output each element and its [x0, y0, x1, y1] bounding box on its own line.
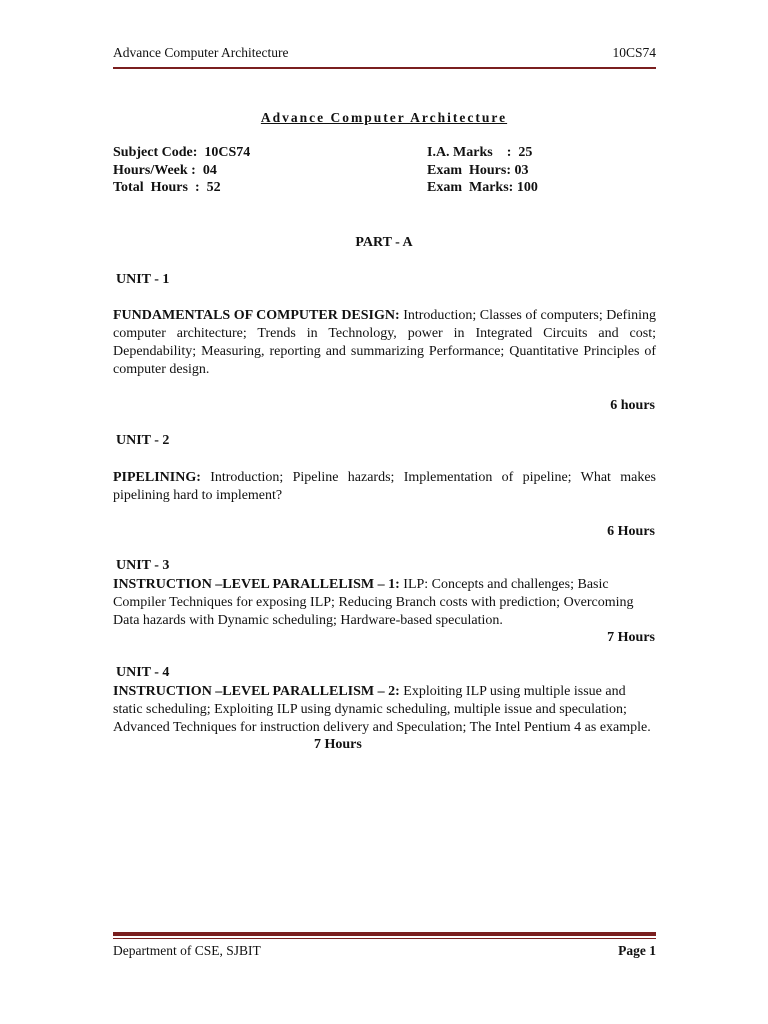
unit-3-hours: 7 Hours: [607, 630, 655, 645]
subject-code: Subject Code: 10CS74: [113, 145, 251, 160]
meta-right-column: [427, 144, 538, 197]
unit-1-heading: FUNDAMENTALS OF COMPUTER DESIGN:: [113, 308, 400, 323]
total-hours: Total Hours : 52: [113, 180, 221, 195]
part-heading: PART - A: [355, 235, 413, 250]
unit-4-description: [113, 683, 656, 737]
footer-page-number: Page 1: [618, 943, 656, 958]
document-title: Advance Computer Architecture: [260, 110, 508, 125]
unit-4-label: UNIT - 4: [116, 665, 170, 680]
unit-1-label: UNIT - 1: [116, 272, 170, 287]
page-header: [113, 45, 656, 65]
unit-2-heading: PIPELINING:: [113, 470, 201, 485]
unit-3-label: UNIT - 3: [116, 558, 170, 573]
unit-4-heading: INSTRUCTION –LEVEL PARALLELISM – 2:: [113, 684, 400, 699]
ia-marks: I.A. Marks : 25: [427, 145, 533, 160]
unit-2-body: Introduction; Pipeline hazards; Implementation of pipeline; What makes pipelining hard to implement?: [113, 470, 656, 503]
unit-3-heading: INSTRUCTION –LEVEL PARALLELISM – 1:: [113, 577, 400, 592]
unit-1-description: [113, 307, 656, 379]
unit-2-description: [113, 469, 656, 505]
unit-4-body: Exploiting ILP using multiple issue and static scheduling; Exploiting ILP using dynamic scheduling, multiple issue and speculation; Advanced Techniques for instruction delivery and Speculation; The Intel Pentium 4 as example.: [113, 684, 651, 735]
footer-divider-thick: [113, 932, 656, 936]
exam-marks: Exam Marks: 100: [427, 180, 538, 195]
unit-1-body: Introduction; Classes of computers; Defining computer architecture; Trends in Technology, power in Integrated Circuits and cost; Dependability; Measuring, reporting and summarizing Performance; Quantitative Principles of computer design.: [113, 308, 656, 377]
page-footer: [113, 943, 656, 963]
footer-divider-thin: [113, 938, 656, 939]
header-course-code: 10CS74: [612, 45, 656, 60]
header-divider: [113, 67, 656, 69]
unit-2-label: UNIT - 2: [116, 433, 170, 448]
unit-1-hours: 6 hours: [610, 398, 655, 413]
unit-3-body: ILP: Concepts and challenges; Basic Compiler Techniques for exposing ILP; Reducing Branch costs with prediction; Overcoming Data hazards with Dynamic scheduling; Hardware-based speculation.: [113, 577, 634, 628]
unit-4-hours: 7 Hours: [314, 737, 362, 752]
footer-department: Department of CSE, SJBIT: [113, 943, 261, 958]
unit-2-hours: 6 Hours: [607, 524, 655, 539]
unit-3-description: [113, 576, 656, 630]
exam-hours: Exam Hours: 03: [427, 162, 529, 178]
hours-per-week: Hours/Week : 04: [113, 162, 217, 178]
meta-left-column: [113, 144, 250, 197]
header-course-title: Advance Computer Architecture: [113, 45, 289, 60]
